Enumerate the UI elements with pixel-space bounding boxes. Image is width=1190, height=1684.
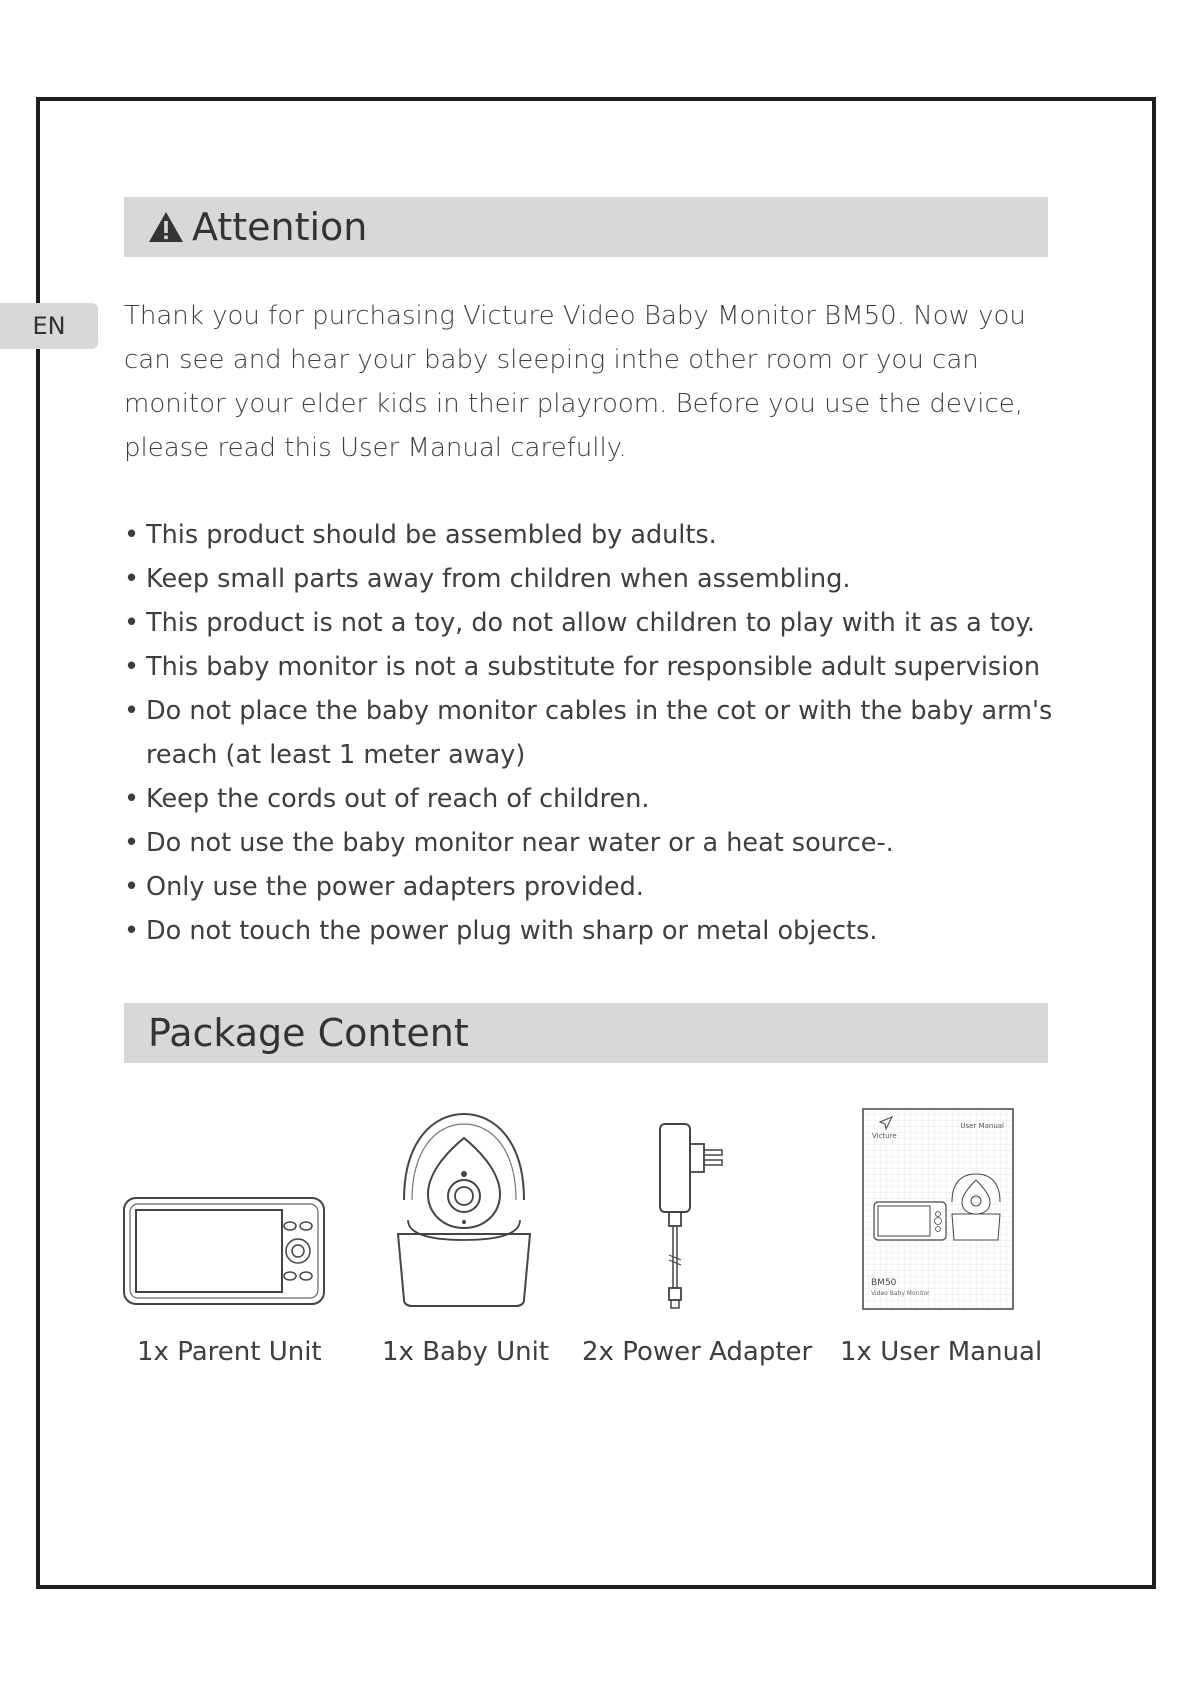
parent-unit-illustration (122, 1196, 326, 1306)
list-item: • Do not place the baby monitor cables in the cot or with the baby arm's reach (at least 1 meter away) (124, 689, 1064, 777)
user-manual-label: 1x User Manual (840, 1337, 1043, 1367)
manual-heading: User Manual (960, 1122, 1004, 1130)
list-item: • Do not touch the power plug with sharp or metal objects. (124, 909, 1064, 953)
user-manual-illustration (862, 1108, 1014, 1310)
list-item: • Do not use the baby monitor near water or a heat source-. (124, 821, 1064, 865)
language-tab: EN (0, 303, 98, 349)
parent-unit-label: 1x Parent Unit (137, 1337, 322, 1367)
attention-title: Attention (192, 205, 368, 249)
list-item: • Only use the power adapters provided. (124, 865, 1064, 909)
package-content-header (124, 1003, 1048, 1063)
list-item: • Keep small parts away from children when assembling. (124, 557, 1064, 601)
attention-list (124, 513, 1064, 953)
list-item: • This product should be assembled by adults. (124, 513, 1064, 557)
list-item: • This product is not a toy, do not allow children to play with it as a toy. (124, 601, 1064, 645)
list-item: • This baby monitor is not a substitute for responsible adult supervision (124, 645, 1064, 689)
power-adapter-illustration (654, 1120, 730, 1310)
attention-header (124, 197, 1048, 257)
warning-icon (148, 211, 184, 243)
baby-unit-illustration (394, 1110, 534, 1308)
power-adapter-label: 2x Power Adapter (582, 1337, 813, 1367)
list-item: • Keep the cords out of reach of children. (124, 777, 1064, 821)
manual-model: BM50 (871, 1278, 897, 1288)
intro-paragraph: Thank you for purchasing Victure Video Baby Monitor BM50. Now you can see and hear your baby sleeping inthe other room or you can monitor your elder kids in their playroom. Before you use the device, please read this User Manual carefully. (124, 301, 1026, 463)
baby-unit-label: 1x Baby Unit (382, 1337, 550, 1367)
manual-brand: Victure (872, 1132, 897, 1140)
manual-subtitle: Video Baby Monitor (871, 1290, 930, 1297)
package-content-title: Package Content (148, 1011, 469, 1055)
